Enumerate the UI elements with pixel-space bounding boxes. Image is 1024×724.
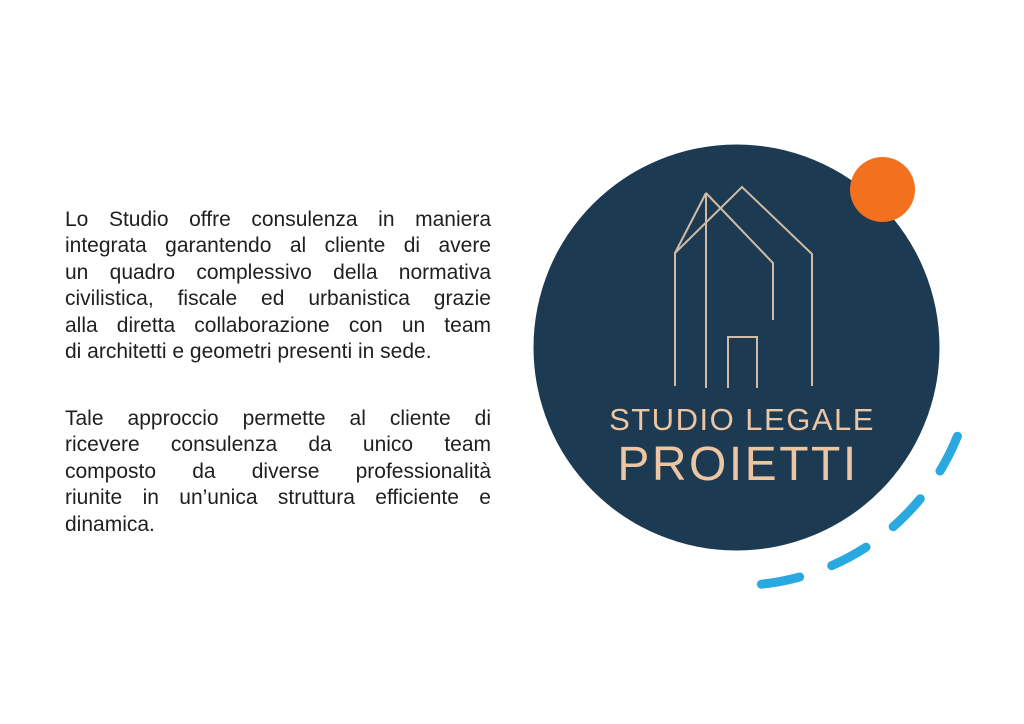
text-line: dinamica. [65,512,155,536]
text-line: riunite in un’unica struttura efficiente e [65,486,491,510]
text-line: ricevere consulenza da unico team [65,433,491,457]
logo-name-line1: STUDIO LEGALE [609,402,875,437]
text-line: un quadro complessivo della normativa [65,260,491,284]
logo-name-line2: PROIETTI [617,438,859,491]
text-line: alla diretta collaborazione con un team [65,313,491,337]
paragraph-2 [65,406,491,538]
paragraph-1 [65,207,491,365]
text-line: di architetti e geometri presenti in sede. [65,339,432,363]
text-line: integrata garantendo al cliente di avere [65,234,491,258]
orange-accent-circle [850,157,915,222]
text-line: composto da diverse professionalità [65,459,491,483]
text-line: civilistica, fiscale ed urbanistica grazie [65,287,491,311]
text-line: Tale approccio permette al cliente di [65,407,491,430]
text-line: Lo Studio offre consulenza in maniera [65,208,491,231]
